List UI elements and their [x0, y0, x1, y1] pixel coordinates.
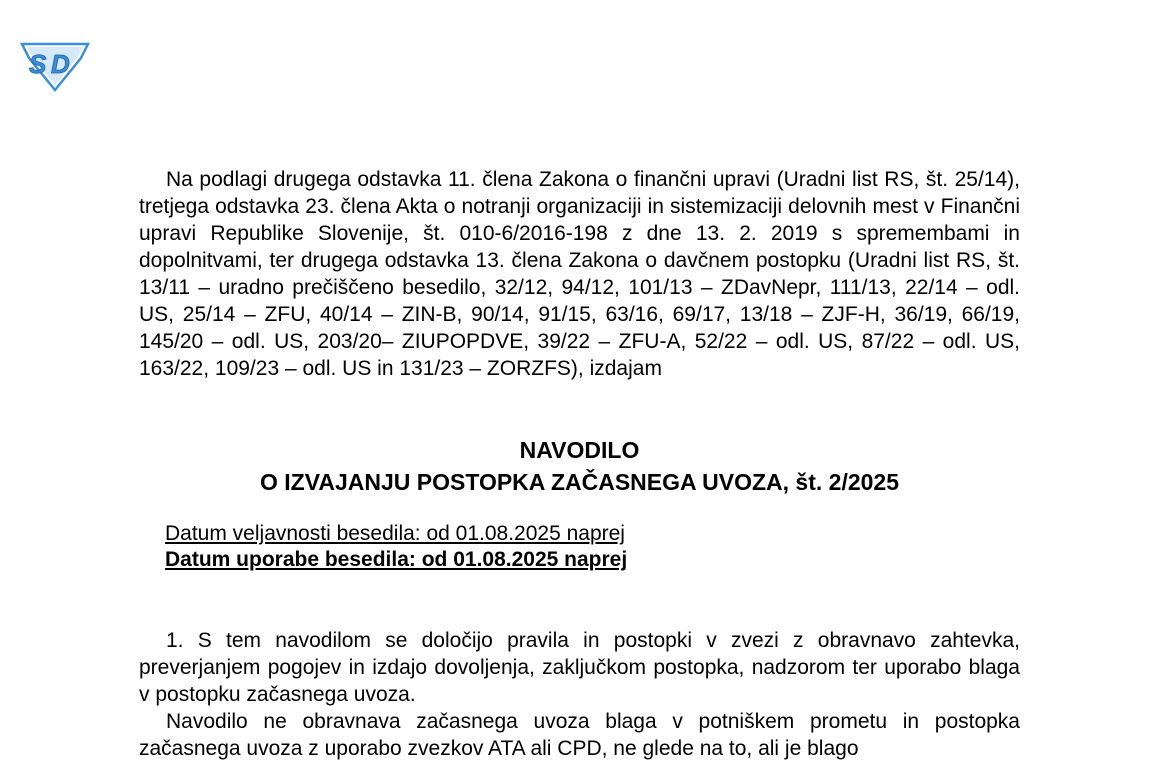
document-title	[139, 434, 1020, 498]
validity-date: Datum veljavnosti besedila: od 01.08.2025 naprej	[165, 522, 625, 545]
title-line-1: NAVODILO	[519, 437, 640, 463]
section-1	[139, 627, 1020, 762]
intro-text: Na podlagi drugega odstavka 11. člena Zakona o finančni upravi (Uradni list RS, št. 25/14), tretjega odstavka 23. člena Akta o notranji organizaciji in sistemizaciji delovnih mest v Finančni upravi Republike Slovenije, št. 010-6/2016-198 z dne 13. 2. 2019 s spremembami in dopolnitvami, ter drugega odstavka 13. člena Zakona o davčnem postopku (Uradni list RS, št. 13/11 – uradno prečiščeno besedilo, 32/12, 94/12, 101/13 – ZDavNepr, 111/13, 22/14 – odl. US, 25/14 – ZFU, 40/14 – ZIN-B, 90/14, 91/15, 63/16, 69/17, 13/18 – ZJF-H, 36/19, 66/19, 145/20 – odl. US, 203/20– ZIUPOPDVE, 39/22 – ZFU-A, 52/22 – odl. US, 87/22 – odl. US, 163/22, 109/23 – odl. US in 131/23 – ZORZFS), izdajam	[139, 168, 1020, 380]
usage-date: Datum uporabe besedila: od 01.08.2025 naprej	[165, 548, 628, 571]
paragraph-1: 1. S tem navodilom se določijo pravila in postopki v zvezi z obravnavo zahtevka, preverjanjem pogojev in izdajo dovoljenja, zaključkom postopka, nadzorom ter uporabo blaga v postopku začasnega uvoza.	[139, 629, 1020, 706]
svg-text:S: S	[29, 49, 47, 79]
paragraph-2: Navodilo ne obravnava začasnega uvoza blaga v potniškem prometu in postopka začasnega uvoza z uporabo zvezkov ATA ali CPD, ne glede na to, ali je blago	[139, 710, 1020, 760]
svg-text:D: D	[51, 49, 70, 79]
sd-shield-logo-icon	[19, 40, 91, 92]
title-line-2: O IZVAJANJU POSTOPKA ZAČASNEGA UVOZA, št. 2/2025	[259, 469, 900, 495]
intro-paragraph	[139, 166, 1020, 382]
sd-logo-icon	[19, 40, 91, 92]
date-info	[165, 521, 627, 573]
